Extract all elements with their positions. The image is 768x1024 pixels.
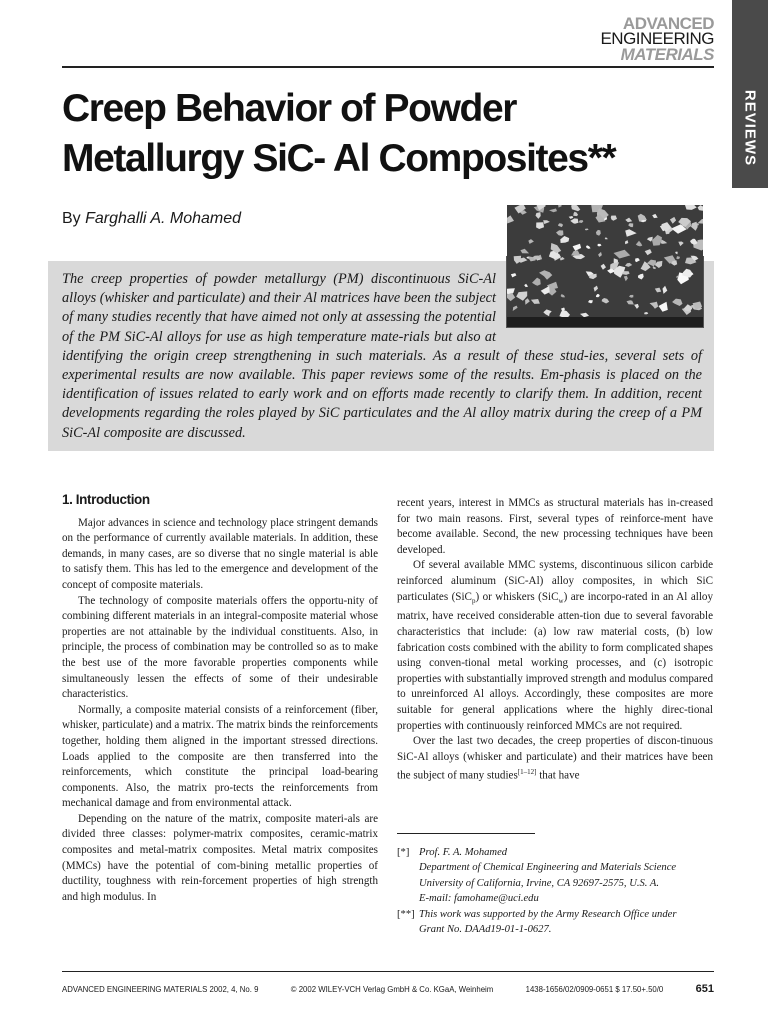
text-run: ) are incorpo-rated in an Al alloy matrix, have received considerable atten-tion due to several favorable characteristics that include: (a) low raw material costs, (b) low fabrication costs combined with the ability to form complicated shapes using conven-tional metal working processes, and (c) isotropic properties with substantially improved strength and modulus compared to unreinforced Al alloys. Accordingly, these composites are more suitable for general applications where the highly direc-tional properties with continuously reinforced MMCs are not required. bbox=[397, 590, 713, 732]
subscript: w bbox=[558, 596, 564, 605]
logo-line-materials: MATERIALS bbox=[620, 44, 714, 64]
reference-citation[interactable]: [1–12] bbox=[517, 768, 537, 777]
sem-micrograph-image bbox=[506, 256, 704, 328]
footnote-funding-line: Grant No. DAAd19-01-1-0627. bbox=[419, 924, 552, 936]
byline-prefix: By bbox=[62, 210, 81, 227]
micrograph-graphic bbox=[507, 205, 703, 327]
paragraph: Major advances in science and technology place stringent demands on the performance of currently available materials. In addition, these demands, in many cases, are so diverse that no single material is able to satisfy them. This has led to the emergence and development of the concept of composite materials. bbox=[62, 516, 378, 591]
byline bbox=[62, 210, 241, 228]
footer-copyright: © 2002 WILEY-VCH Verlag GmbH & Co. KGaA, Weinheim bbox=[290, 985, 494, 994]
left-column bbox=[62, 492, 378, 905]
text-run: Over the last two decades, the creep properties of discon-tinuous SiC-Al alloys (whisker and particulate) and their matrices have been the subject of many studies bbox=[397, 735, 713, 782]
journal-logo bbox=[600, 16, 714, 62]
footer-journal-issue: ADVANCED ENGINEERING MATERIALS 2002, 4, No. 9 bbox=[62, 985, 259, 994]
author-name: Farghalli A. Mohamed bbox=[85, 210, 242, 227]
footnote-rule bbox=[397, 833, 535, 834]
section-tab-label: REVIEWS bbox=[741, 89, 759, 167]
footnote-mark: [*] bbox=[397, 847, 410, 858]
paragraph: Normally, a composite material consists of a reinforcement (fiber, whisker, particulate) and a matrix. The matrix binds the reinforcements together, holding them aligned in the important stressed directions. Loads applied to the composite are then transferred into the reinforcements, which constitute the principal load-bearing components. Also, the matrix pro-tects the reinforcements from mechanical damage and from environmental attack. bbox=[62, 703, 378, 810]
footer-rule bbox=[62, 971, 714, 972]
text-run: Of several available MMC systems, discontinuous silicon carbide reinforced aluminum (SiC-Al) alloy composites, in which SiC particulates (SiC bbox=[397, 559, 713, 603]
page-footer bbox=[62, 983, 714, 995]
section-heading-introduction: 1. Introduction bbox=[62, 492, 150, 507]
page-number: 651 bbox=[695, 983, 714, 995]
footnote-funding bbox=[397, 907, 717, 938]
section-tab bbox=[732, 0, 768, 188]
paragraph: recent years, interest in MMCs as structural materials has in-creased for two main reasons. First, several types of reinforce-ment have become available. Second, the new processing techniques have been developed. bbox=[397, 497, 713, 556]
text-run: ) or whiskers (SiC bbox=[475, 590, 559, 603]
paragraph bbox=[397, 734, 713, 784]
header-rule bbox=[62, 66, 714, 68]
footnote-mark: [**] bbox=[397, 908, 415, 920]
footnotes bbox=[397, 845, 717, 937]
footnote-email[interactable]: E-mail: famohame@uci.edu bbox=[419, 893, 539, 905]
paragraph: The technology of composite materials offers the opportu-nity of combining different materials in an integral-composite material whose properties are not attainable by the individual constituents. Also, in principle, the process of combination may be controlled so as to make the best use of the more favorable properties components while simultaneously lessen the effects of some of their undesirable characteristics. bbox=[62, 594, 378, 701]
footnote-department: Department of Chemical Engineering and Materials Science bbox=[419, 862, 677, 874]
logo-line-advanced: ADVANCED bbox=[622, 14, 714, 33]
abstract-text: The creep properties of powder metallurgy (PM) discontinuous SiC-Al alloys (whisker and particulate) and their Al matrices have been the subject of many studies recently that have aimed not only at assessing the potential of the PM SiC-Al alloys for use as high temperature mate-rials but also at identifying the origin creep strengthening in such materials. As a result of these stud-ies, several sets of experimental results are now available. This paper reviews some of the results. Em-phasis is placed on the identification of issues related to early work and on efforts made recently to clarify them. In addition, recent developments regarding the roles played by SiC particulates and the Al alloy matrix during the creep of a PM SiC-Al composite are discussed. bbox=[62, 271, 702, 441]
right-column bbox=[397, 496, 713, 785]
logo-line-engineering: ENGINEERING bbox=[600, 29, 714, 49]
footnote-author-name: Prof. F. A. Mohamed bbox=[419, 847, 508, 858]
paragraph: Depending on the nature of the matrix, composite materi-als are divided three classes: polymer-matrix composites, ceramic-matrix composites and metal-matrix composites. Metal matrix composites (MMCs) have the potential of com-bining metallic properties of ductility, toughness with rein-forcement properties of high strength and high modulus. In bbox=[62, 812, 378, 903]
paragraph bbox=[397, 558, 713, 734]
abstract bbox=[62, 270, 702, 443]
footnote-author bbox=[397, 845, 717, 907]
footnote-university: University of California, Irvine, CA 92697-2575, U.S. A. bbox=[419, 877, 660, 889]
footer-issn: 1438-1656/02/0909-0651 $ 17.50+.50/0 bbox=[525, 985, 664, 994]
subscript: p bbox=[471, 596, 476, 605]
article-title: Creep Behavior of Powder Metallurgy SiC- Al Composites** bbox=[62, 87, 616, 180]
footnote-funding-line: This work was supported by the Army Research Office under bbox=[419, 908, 677, 920]
text-run: that have bbox=[536, 770, 580, 782]
